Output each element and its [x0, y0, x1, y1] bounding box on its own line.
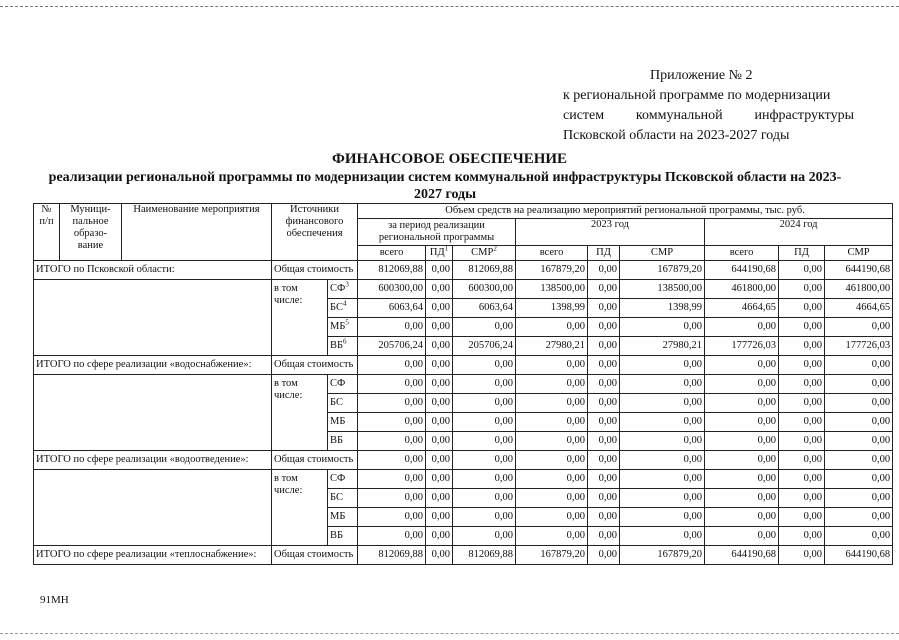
- value-cell: 812069,88: [453, 546, 516, 565]
- value-cell: 600300,00: [358, 280, 426, 299]
- source-label: МБ: [330, 416, 346, 427]
- value-cell: 0,00: [620, 508, 705, 527]
- value-cell: 0,00: [825, 394, 893, 413]
- source-label: БС: [330, 302, 343, 313]
- header-smr: СМР: [825, 246, 893, 261]
- value-cell: 0,00: [620, 375, 705, 394]
- value-cell: 600300,00: [453, 280, 516, 299]
- source-code: [328, 413, 358, 432]
- value-cell: 0,00: [779, 413, 825, 432]
- value-cell: 0,00: [588, 356, 620, 375]
- value-cell: 0,00: [825, 375, 893, 394]
- value-cell: 0,00: [588, 413, 620, 432]
- value-cell: 0,00: [779, 432, 825, 451]
- value-cell: 0,00: [588, 470, 620, 489]
- source-code: [328, 280, 358, 299]
- value-cell: 6063,64: [358, 299, 426, 318]
- blank-cell: [34, 375, 272, 451]
- value-cell: 0,00: [779, 527, 825, 546]
- value-cell: 4664,65: [825, 299, 893, 318]
- bottom-scan-edge: [0, 633, 899, 635]
- header-municipality: Муници-пальное образо-вание: [60, 204, 122, 261]
- source-label: БС: [330, 492, 343, 503]
- value-cell: 0,00: [588, 261, 620, 280]
- value-cell: 0,00: [358, 356, 426, 375]
- header-smr: [453, 246, 516, 261]
- value-cell: 0,00: [620, 451, 705, 470]
- source-label: МБ: [330, 321, 346, 332]
- value-cell: 0,00: [779, 394, 825, 413]
- value-cell: 0,00: [588, 318, 620, 337]
- value-cell: 177726,03: [825, 337, 893, 356]
- value-cell: 0,00: [516, 470, 588, 489]
- including-label: в том числе:: [272, 280, 328, 356]
- value-cell: 0,00: [453, 394, 516, 413]
- source-label: СФ: [330, 283, 346, 294]
- value-cell: 0,00: [588, 432, 620, 451]
- value-cell: 0,00: [825, 489, 893, 508]
- value-cell: 0,00: [516, 527, 588, 546]
- value-cell: 0,00: [620, 413, 705, 432]
- value-cell: 0,00: [358, 489, 426, 508]
- value-cell: 0,00: [779, 470, 825, 489]
- value-cell: 0,00: [426, 527, 453, 546]
- appendix-word: инфраструктуры: [754, 108, 854, 123]
- value-cell: 0,00: [426, 451, 453, 470]
- value-cell: 0,00: [453, 527, 516, 546]
- value-cell: 0,00: [825, 508, 893, 527]
- value-cell: 0,00: [426, 413, 453, 432]
- value-cell: 0,00: [620, 432, 705, 451]
- financing-table: [33, 203, 893, 565]
- value-cell: 0,00: [358, 413, 426, 432]
- group-total-row: [34, 261, 893, 280]
- source-label: СФ: [330, 473, 346, 484]
- value-cell: 0,00: [426, 356, 453, 375]
- value-cell: 1398,99: [620, 299, 705, 318]
- value-cell: 0,00: [453, 432, 516, 451]
- value-cell: 644190,68: [825, 546, 893, 565]
- value-cell: 0,00: [705, 394, 779, 413]
- appendix-line-4: Псковской области на 2023-2027 годы: [563, 128, 790, 143]
- value-cell: 0,00: [825, 451, 893, 470]
- value-cell: 0,00: [825, 318, 893, 337]
- value-cell: 0,00: [588, 375, 620, 394]
- header-smr: СМР: [620, 246, 705, 261]
- value-cell: 0,00: [426, 489, 453, 508]
- value-cell: 0,00: [426, 508, 453, 527]
- source-row: [34, 375, 893, 394]
- value-cell: 0,00: [779, 508, 825, 527]
- value-cell: 0,00: [779, 546, 825, 565]
- source-code: [328, 318, 358, 337]
- source-row: [34, 470, 893, 489]
- header-pd: ПД: [779, 246, 825, 261]
- value-cell: 0,00: [779, 337, 825, 356]
- source-label: БС: [330, 397, 343, 408]
- value-cell: 138500,00: [620, 280, 705, 299]
- value-cell: 0,00: [620, 356, 705, 375]
- source-label: ВБ: [330, 530, 344, 541]
- value-cell: 167879,20: [516, 546, 588, 565]
- value-cell: 0,00: [779, 280, 825, 299]
- footer-code: 91MH: [40, 594, 69, 606]
- blank-cell: [34, 470, 272, 546]
- source-code: [328, 337, 358, 356]
- including-label: в том числе:: [272, 470, 328, 546]
- appendix-word: систем: [563, 108, 605, 123]
- group-label: ИТОГО по сфере реализации «водоснабжение»:: [34, 356, 272, 375]
- value-cell: 27980,21: [516, 337, 588, 356]
- value-cell: 0,00: [705, 356, 779, 375]
- value-cell: 644190,68: [705, 261, 779, 280]
- appendix-line-3: [563, 106, 854, 126]
- source-code: [328, 527, 358, 546]
- total-cost-label: Общая стоимость: [272, 261, 358, 280]
- value-cell: 0,00: [705, 470, 779, 489]
- value-cell: 205706,24: [453, 337, 516, 356]
- footnote-mark: 4: [342, 299, 347, 308]
- value-cell: 0,00: [779, 318, 825, 337]
- source-label: СФ: [330, 378, 346, 389]
- value-cell: 0,00: [516, 394, 588, 413]
- header-pd: [426, 246, 453, 261]
- value-cell: 0,00: [516, 413, 588, 432]
- header-year-2024: 2024 год: [705, 219, 893, 246]
- value-cell: 0,00: [620, 489, 705, 508]
- document-title: ФИНАНСОВОЕ ОБЕСПЕЧЕНИЕ: [331, 151, 568, 167]
- source-code: [328, 432, 358, 451]
- source-code: [328, 375, 358, 394]
- blank-cell: [34, 280, 272, 356]
- value-cell: 0,00: [825, 432, 893, 451]
- value-cell: 167879,20: [620, 261, 705, 280]
- value-cell: 0,00: [588, 337, 620, 356]
- total-cost-label: Общая стоимость: [272, 356, 358, 375]
- header-total: всего: [705, 246, 779, 261]
- value-cell: 0,00: [426, 375, 453, 394]
- footnote-mark: 1: [444, 245, 449, 253]
- value-cell: 0,00: [588, 546, 620, 565]
- value-cell: 0,00: [705, 508, 779, 527]
- value-cell: 0,00: [779, 375, 825, 394]
- value-cell: 0,00: [705, 375, 779, 394]
- value-cell: 0,00: [516, 375, 588, 394]
- value-cell: 0,00: [516, 451, 588, 470]
- value-cell: 0,00: [516, 356, 588, 375]
- total-cost-label: Общая стоимость: [272, 451, 358, 470]
- group-label: ИТОГО по Псковской области:: [34, 261, 272, 280]
- value-cell: 0,00: [705, 489, 779, 508]
- header-num: № п/п: [34, 204, 60, 261]
- value-cell: 0,00: [588, 527, 620, 546]
- header-total: всего: [516, 246, 588, 261]
- value-cell: 0,00: [358, 375, 426, 394]
- value-cell: 0,00: [358, 432, 426, 451]
- value-cell: 0,00: [453, 375, 516, 394]
- header-period: за период реализации региональной программы: [358, 219, 516, 246]
- value-cell: 0,00: [620, 470, 705, 489]
- value-cell: 0,00: [705, 318, 779, 337]
- footnote-mark: 6: [343, 337, 347, 346]
- group-total-row: [34, 546, 893, 565]
- header-total: всего: [358, 246, 426, 261]
- source-label: ВБ: [330, 340, 344, 351]
- value-cell: 0,00: [358, 318, 426, 337]
- value-cell: 0,00: [426, 261, 453, 280]
- value-cell: 0,00: [453, 413, 516, 432]
- value-cell: 0,00: [453, 356, 516, 375]
- source-label: ВБ: [330, 435, 344, 446]
- value-cell: 461800,00: [825, 280, 893, 299]
- source-code: [328, 470, 358, 489]
- source-code: [328, 489, 358, 508]
- value-cell: 205706,24: [358, 337, 426, 356]
- value-cell: 0,00: [453, 508, 516, 527]
- value-cell: 0,00: [358, 451, 426, 470]
- source-label: МБ: [330, 511, 346, 522]
- value-cell: 0,00: [426, 299, 453, 318]
- value-cell: 0,00: [620, 394, 705, 413]
- value-cell: 0,00: [453, 318, 516, 337]
- value-cell: 0,00: [705, 413, 779, 432]
- value-cell: 167879,20: [620, 546, 705, 565]
- appendix-header: [563, 66, 854, 146]
- value-cell: 0,00: [426, 337, 453, 356]
- group-total-row: [34, 451, 893, 470]
- source-code: [328, 508, 358, 527]
- value-cell: 0,00: [588, 299, 620, 318]
- value-cell: 0,00: [426, 318, 453, 337]
- value-cell: 0,00: [588, 451, 620, 470]
- value-cell: 0,00: [779, 299, 825, 318]
- header-smr-label: СМР: [471, 247, 494, 258]
- value-cell: 0,00: [620, 527, 705, 546]
- group-total-row: [34, 356, 893, 375]
- value-cell: 0,00: [825, 413, 893, 432]
- including-label: в том числе:: [272, 375, 328, 451]
- value-cell: 27980,21: [620, 337, 705, 356]
- header-year-2023: 2023 год: [516, 219, 705, 246]
- header-measure: Наименование мероприятия: [122, 204, 272, 261]
- value-cell: 0,00: [426, 470, 453, 489]
- header-volume: Объем средств на реализацию мероприятий региональной программы, тыс. руб.: [358, 204, 893, 219]
- value-cell: 0,00: [516, 432, 588, 451]
- value-cell: 167879,20: [516, 261, 588, 280]
- appendix-number: Приложение № 2: [650, 68, 753, 83]
- footnote-mark: 5: [345, 318, 349, 327]
- value-cell: 0,00: [825, 356, 893, 375]
- appendix-line-2: к региональной программе по модернизации: [563, 88, 831, 103]
- value-cell: 0,00: [453, 489, 516, 508]
- value-cell: 0,00: [779, 356, 825, 375]
- value-cell: 138500,00: [516, 280, 588, 299]
- footnote-mark: 3: [345, 280, 349, 289]
- value-cell: 0,00: [588, 489, 620, 508]
- value-cell: 812069,88: [453, 261, 516, 280]
- value-cell: 0,00: [426, 280, 453, 299]
- value-cell: 0,00: [705, 432, 779, 451]
- header-pd: ПД: [588, 246, 620, 261]
- top-scan-edge: [0, 6, 899, 8]
- value-cell: 0,00: [516, 508, 588, 527]
- value-cell: 0,00: [358, 470, 426, 489]
- value-cell: 0,00: [453, 451, 516, 470]
- source-code: [328, 394, 358, 413]
- value-cell: 4664,65: [705, 299, 779, 318]
- value-cell: 0,00: [358, 394, 426, 413]
- value-cell: 812069,88: [358, 546, 426, 565]
- value-cell: 812069,88: [358, 261, 426, 280]
- value-cell: 1398,99: [516, 299, 588, 318]
- footnote-mark: 2: [493, 245, 497, 253]
- group-label: ИТОГО по сфере реализации «теплоснабжение»:: [34, 546, 272, 565]
- source-code: [328, 299, 358, 318]
- value-cell: 0,00: [516, 318, 588, 337]
- value-cell: 0,00: [358, 527, 426, 546]
- document-subtitle: реализации региональной программы по модернизации систем коммунальной инфраструктуры Псковской области на 2023-2027 годы: [48, 170, 842, 202]
- value-cell: 644190,68: [705, 546, 779, 565]
- value-cell: 0,00: [779, 261, 825, 280]
- value-cell: 6063,64: [453, 299, 516, 318]
- value-cell: 0,00: [705, 451, 779, 470]
- value-cell: 644190,68: [825, 261, 893, 280]
- total-cost-label: Общая стоимость: [272, 546, 358, 565]
- value-cell: 0,00: [825, 470, 893, 489]
- value-cell: 0,00: [453, 470, 516, 489]
- value-cell: 0,00: [705, 527, 779, 546]
- value-cell: 0,00: [825, 527, 893, 546]
- value-cell: 0,00: [779, 451, 825, 470]
- group-label: ИТОГО по сфере реализации «водоотведение»:: [34, 451, 272, 470]
- value-cell: 0,00: [779, 489, 825, 508]
- value-cell: 0,00: [426, 394, 453, 413]
- source-row: [34, 280, 893, 299]
- value-cell: 0,00: [620, 318, 705, 337]
- header-pd-label: ПД: [429, 247, 445, 258]
- header-sources: Источники финансового обеспечения: [272, 204, 358, 261]
- value-cell: 177726,03: [705, 337, 779, 356]
- value-cell: 0,00: [516, 489, 588, 508]
- value-cell: 0,00: [426, 546, 453, 565]
- value-cell: 0,00: [588, 394, 620, 413]
- value-cell: 0,00: [358, 508, 426, 527]
- value-cell: 0,00: [588, 280, 620, 299]
- value-cell: 461800,00: [705, 280, 779, 299]
- appendix-word: коммунальной: [635, 108, 723, 123]
- value-cell: 0,00: [588, 508, 620, 527]
- value-cell: 0,00: [426, 432, 453, 451]
